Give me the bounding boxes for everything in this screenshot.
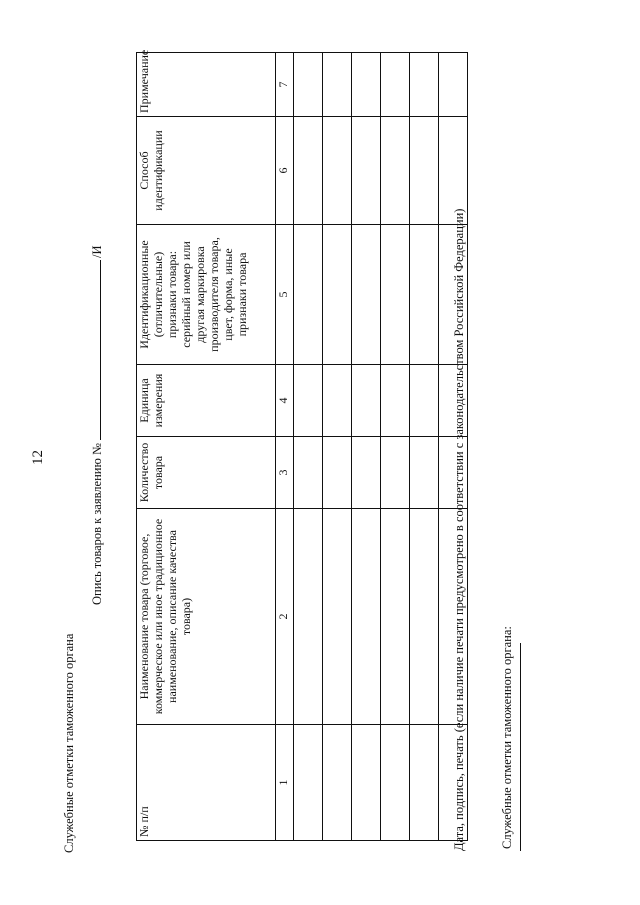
column-number: 6 [276, 117, 294, 225]
title-prefix: Опись товаров к заявлению [90, 458, 104, 605]
table-cell[interactable] [381, 509, 410, 725]
table-cell[interactable] [323, 725, 352, 841]
table-cell[interactable] [381, 225, 410, 365]
table-cell[interactable] [294, 725, 323, 841]
table-cell[interactable] [381, 725, 410, 841]
table-cell[interactable] [410, 225, 439, 365]
page-number: 12 [30, 450, 46, 465]
table-cell[interactable] [352, 437, 381, 509]
table-cell[interactable] [352, 725, 381, 841]
column-number: 7 [276, 53, 294, 117]
customs-marks-header: Служебные отметки таможенного органа [62, 633, 76, 853]
table-cell[interactable] [294, 117, 323, 225]
table-row [352, 53, 381, 841]
table-cell[interactable] [410, 53, 439, 117]
table-cell[interactable] [323, 53, 352, 117]
table-cell[interactable] [410, 117, 439, 225]
table-cell[interactable] [439, 53, 468, 117]
table-cell[interactable] [410, 437, 439, 509]
column-header-name: Наименование товара (торговое, коммерческое или иное традиционное наименование, описание качества товара) [137, 509, 276, 725]
column-header-unit: Единица измерения [137, 365, 276, 437]
column-number: 4 [276, 365, 294, 437]
column-header-quantity: Количество товара [137, 437, 276, 509]
title-number-sign: № [90, 443, 104, 456]
column-header-identification-method: Способ идентификации [137, 117, 276, 225]
table-cell[interactable] [294, 53, 323, 117]
header-row [137, 53, 276, 841]
table-cell[interactable] [294, 509, 323, 725]
table-cell[interactable] [352, 53, 381, 117]
column-number: 3 [276, 437, 294, 509]
table-cell[interactable] [294, 365, 323, 437]
table-cell[interactable] [294, 225, 323, 365]
customs-marks-footer: Служебные отметки таможенного органа: [500, 626, 514, 849]
table-cell[interactable] [410, 365, 439, 437]
column-number: 2 [276, 509, 294, 725]
table-cell[interactable] [381, 53, 410, 117]
table-row [381, 53, 410, 841]
table-cell[interactable] [323, 225, 352, 365]
table-cell[interactable] [410, 509, 439, 725]
table-cell[interactable] [352, 365, 381, 437]
signature-line [520, 643, 521, 851]
column-header-number: № п/п [137, 725, 276, 841]
table-cell[interactable] [352, 509, 381, 725]
column-number-row [276, 53, 294, 841]
document-title [88, 245, 105, 605]
column-header-note: Примечание [137, 53, 276, 117]
application-number-blank [88, 260, 101, 440]
table-row [323, 53, 352, 841]
signature-date-stamp-note: Дата, подпись, печать (если наличие печати предусмотрено в соответствии с законодательством Российской Федерации) [452, 208, 466, 851]
table-cell[interactable] [294, 437, 323, 509]
goods-inventory-table [136, 49, 468, 841]
table-cell[interactable] [410, 725, 439, 841]
table-cell[interactable] [352, 225, 381, 365]
table-row [294, 53, 323, 841]
table-cell[interactable] [323, 117, 352, 225]
table-cell[interactable] [323, 365, 352, 437]
column-number: 5 [276, 225, 294, 365]
table-cell[interactable] [323, 437, 352, 509]
title-suffix: /И [90, 245, 104, 258]
table-cell[interactable] [381, 437, 410, 509]
table-cell[interactable] [381, 365, 410, 437]
table-row [410, 53, 439, 841]
table-cell[interactable] [381, 117, 410, 225]
table-cell[interactable] [323, 509, 352, 725]
table-cell[interactable] [352, 117, 381, 225]
column-header-identification-features: Идентификационные (отличительные) признаки товара: серийный номер или другая маркировка производителя товара, цвет, форма, иные признаки товара [137, 225, 276, 365]
column-number: 1 [276, 725, 294, 841]
